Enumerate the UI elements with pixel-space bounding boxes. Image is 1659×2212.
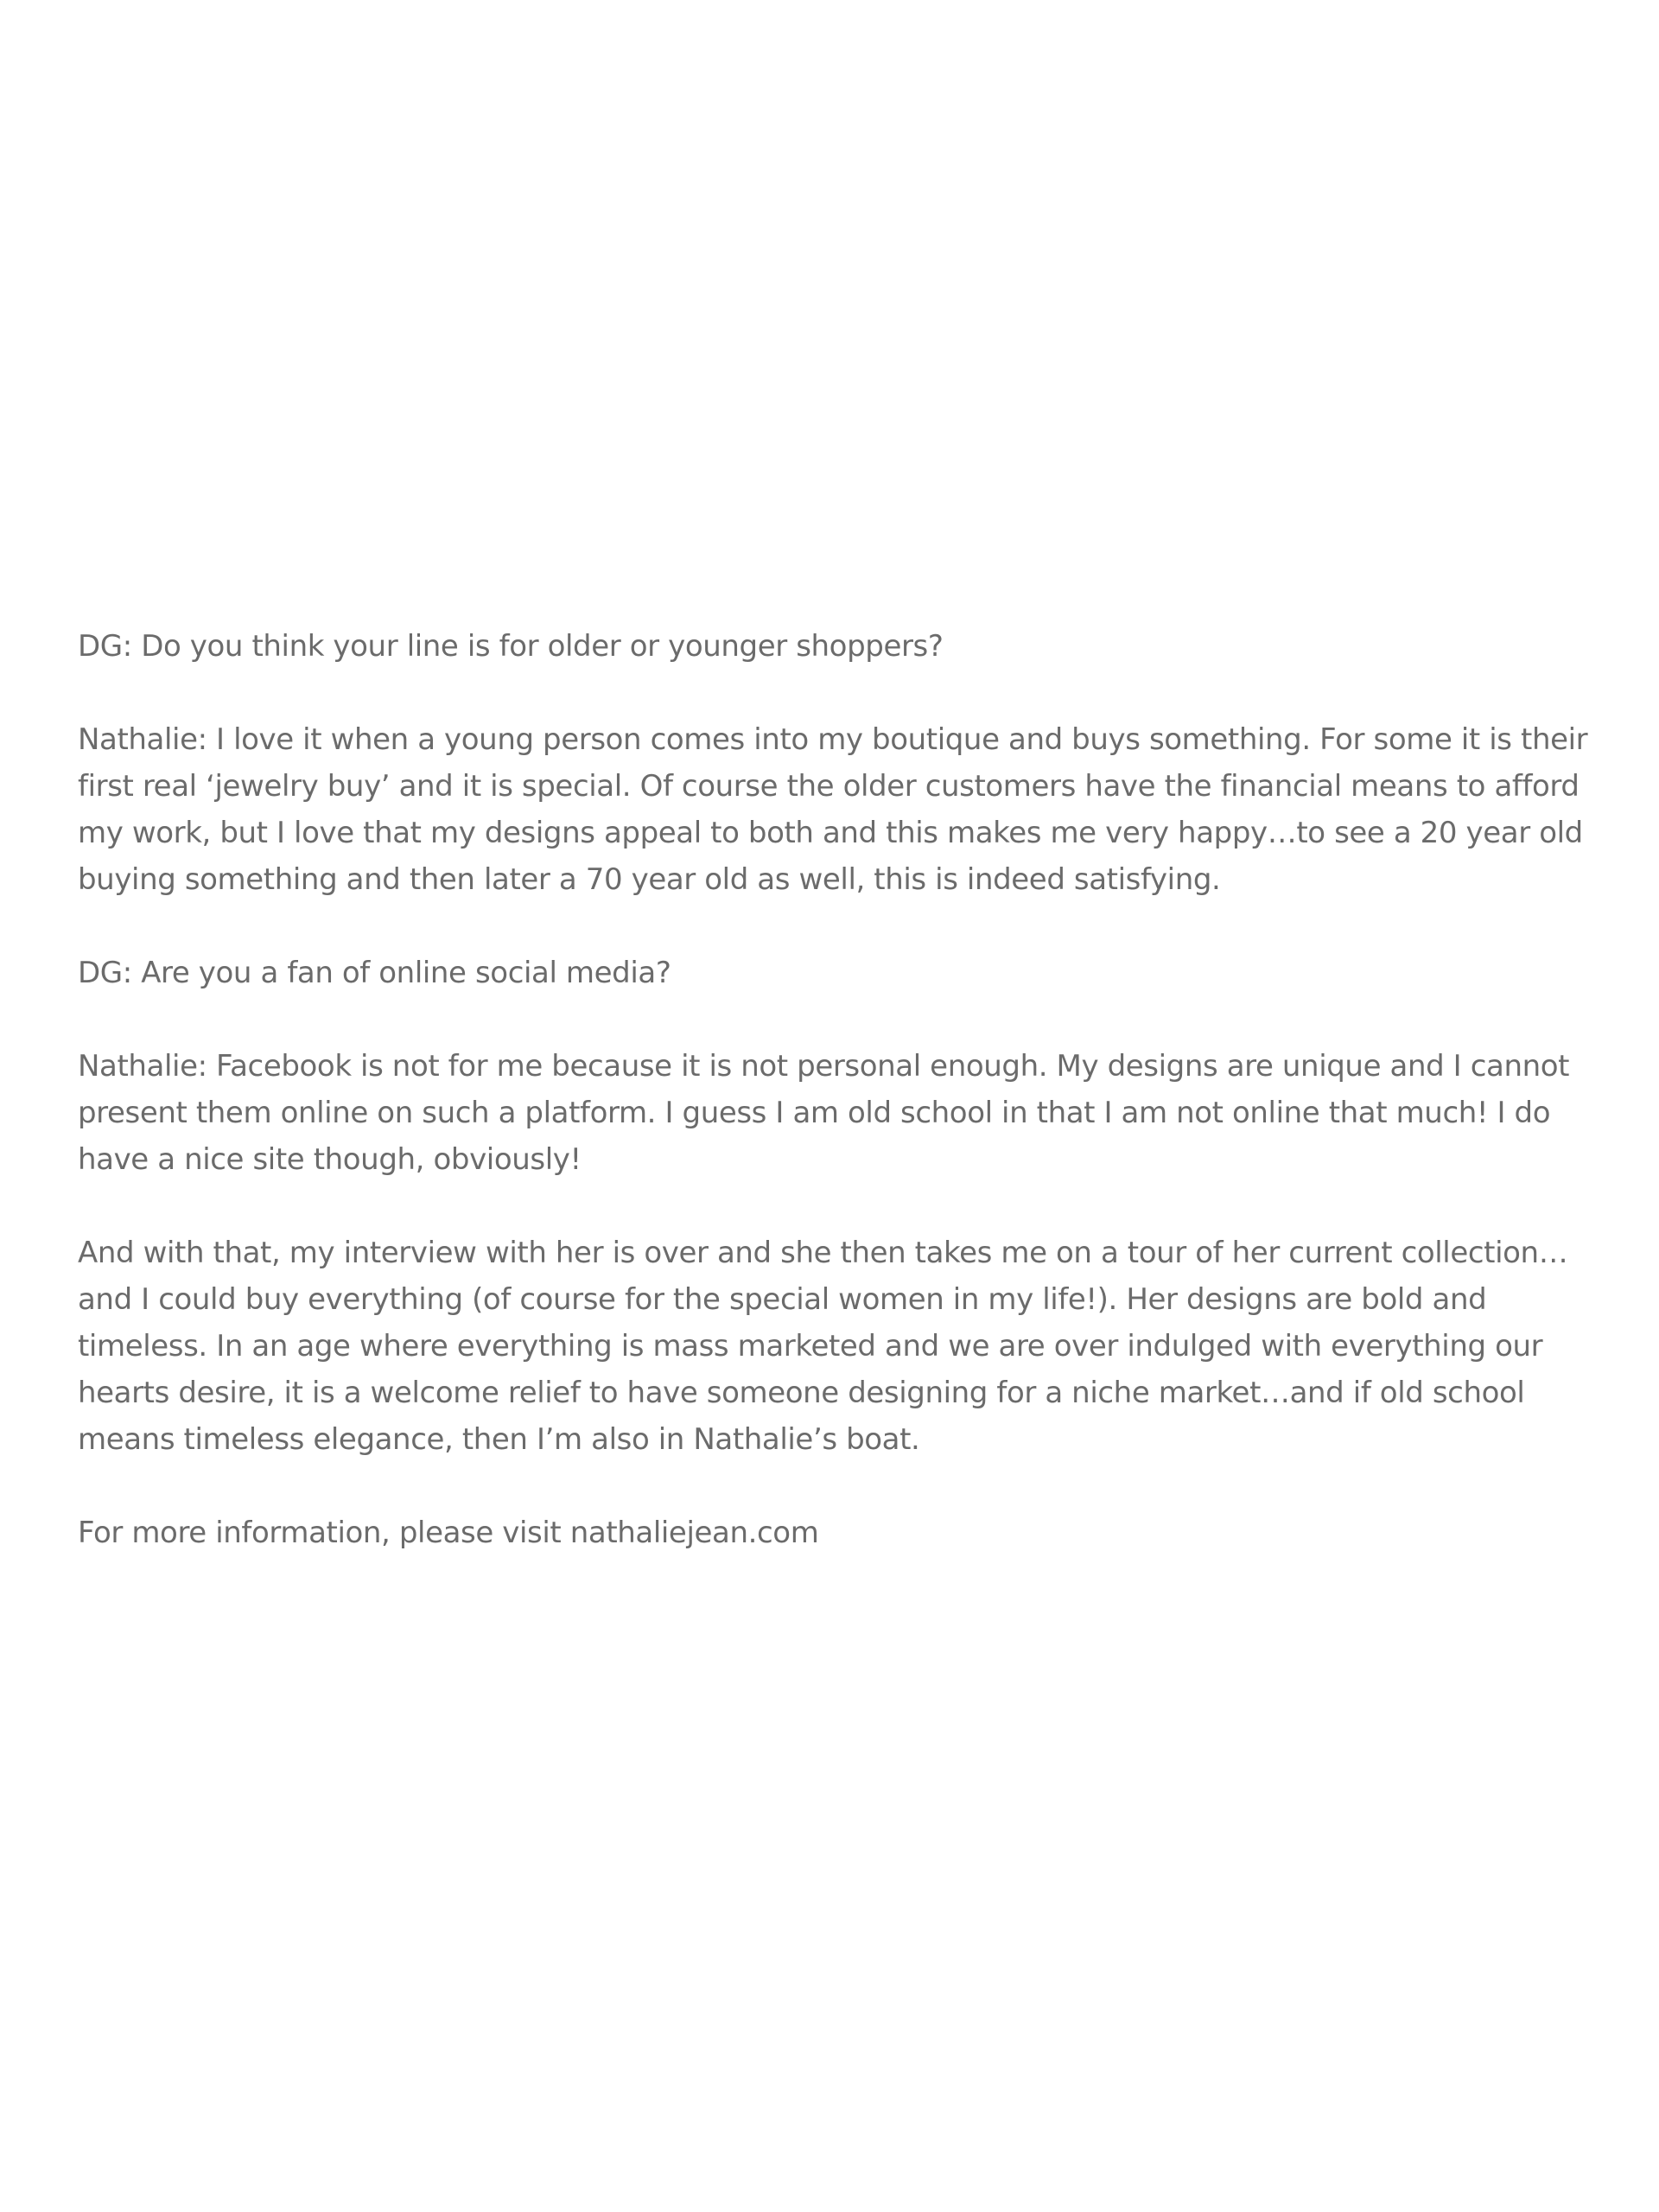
question-paragraph: DG: Do you think your line is for older or younger shoppers?: [78, 629, 944, 664]
closing-paragraph: And with that, my interview with her is over and she then takes me on a tour of her current collection…and I could buy everything (of course for the special women in my life!). Her designs are bold and timeless. In an age where everything is mass marketed and we are over indulged with everything our hearts desire, it is a welcome relief to have someone designing for a niche market…and if old school means timeless elegance, then I’m also in Nathalie’s boat.: [78, 1236, 1568, 1457]
question-paragraph: DG: Are you a fan of online social media?: [78, 956, 671, 990]
more-info-paragraph: For more information, please visit nathaliejean.com: [78, 1516, 819, 1550]
answer-paragraph: Nathalie: Facebook is not for me because it is not personal enough. My designs are unique and I cannot present them online on such a platform. I guess I am old school in that I am not online that much! I do have a nice site though, obviously!: [78, 1049, 1570, 1177]
article-body: [78, 623, 1607, 1556]
answer-paragraph: Nathalie: I love it when a young person comes into my boutique and buys something. For some it is their first real ‘jewelry buy’ and it is special. Of course the older customers have the financial means to afford my work, but I love that my designs appeal to both and this makes me very happy…to see a 20 year old buying something and then later a 70 year old as well, this is indeed satisfying.: [78, 722, 1588, 897]
